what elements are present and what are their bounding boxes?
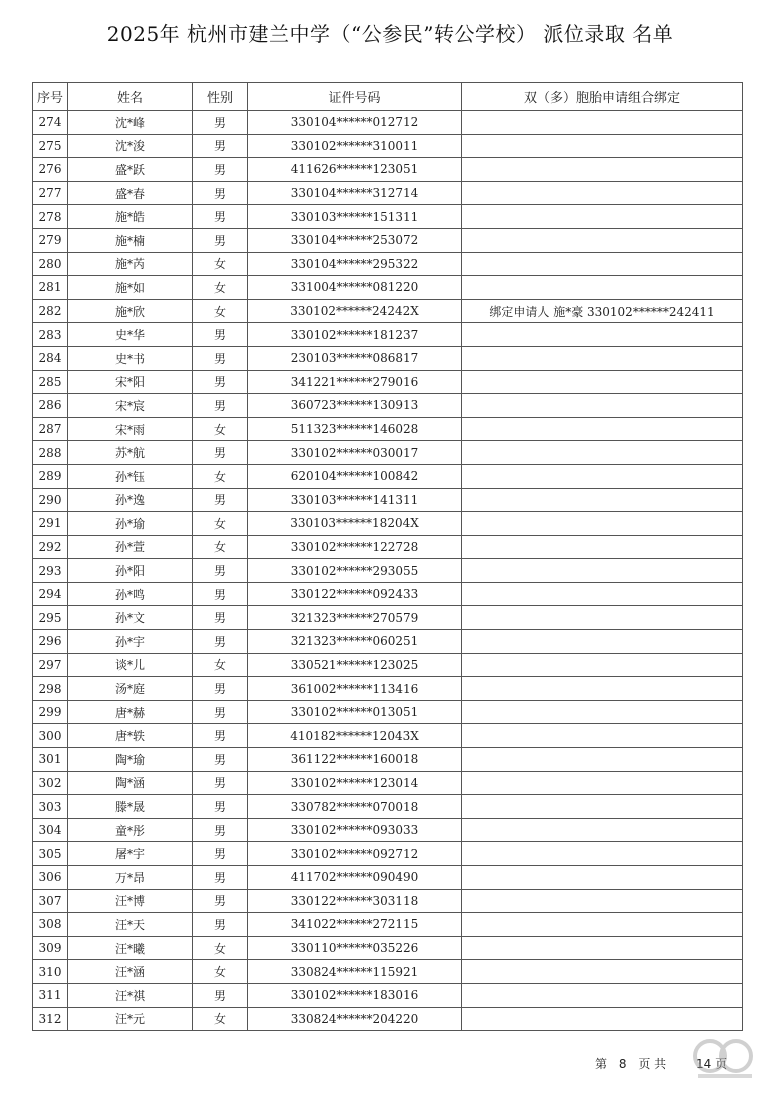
column-header-index: 序号 bbox=[33, 83, 68, 111]
cell-twin-binding bbox=[462, 535, 743, 559]
cell-twin-binding bbox=[462, 866, 743, 890]
cell-twin-binding bbox=[462, 818, 743, 842]
column-header-name: 姓名 bbox=[68, 83, 193, 111]
cell-id-number: 411626******123051 bbox=[248, 158, 462, 182]
footer-mid: 页 共 bbox=[638, 1057, 667, 1071]
cell-name: 唐*赫 bbox=[68, 700, 193, 724]
cell-twin-binding bbox=[462, 417, 743, 441]
cell-index: 288 bbox=[33, 441, 68, 465]
cell-gender: 男 bbox=[193, 889, 248, 913]
cell-id-number: 341221******279016 bbox=[248, 370, 462, 394]
cell-id-number: 330102******092712 bbox=[248, 842, 462, 866]
table-row bbox=[33, 535, 743, 559]
cell-gender: 男 bbox=[193, 582, 248, 606]
cell-gender: 女 bbox=[193, 299, 248, 323]
table-row bbox=[33, 983, 743, 1007]
cell-twin-binding bbox=[462, 795, 743, 819]
table-row bbox=[33, 134, 743, 158]
cell-id-number: 330103******141311 bbox=[248, 488, 462, 512]
table-row bbox=[33, 299, 743, 323]
cell-twin-binding bbox=[462, 394, 743, 418]
cell-name: 孙*瑜 bbox=[68, 512, 193, 536]
table-row bbox=[33, 630, 743, 654]
cell-twin-binding bbox=[462, 724, 743, 748]
cell-name: 沈*浚 bbox=[68, 134, 193, 158]
cell-id-number: 330102******183016 bbox=[248, 983, 462, 1007]
cell-index: 303 bbox=[33, 795, 68, 819]
table-row bbox=[33, 252, 743, 276]
table-body bbox=[33, 111, 743, 1031]
cell-name: 汪*涵 bbox=[68, 960, 193, 984]
cell-twin-binding bbox=[462, 677, 743, 701]
cell-id-number: 361122******160018 bbox=[248, 748, 462, 772]
cell-gender: 男 bbox=[193, 677, 248, 701]
cell-index: 285 bbox=[33, 370, 68, 394]
cell-id-number: 410182******12043X bbox=[248, 724, 462, 748]
cell-name: 汪*曦 bbox=[68, 936, 193, 960]
cell-twin-binding bbox=[462, 630, 743, 654]
cell-name: 宋*宸 bbox=[68, 394, 193, 418]
cell-twin-binding bbox=[462, 370, 743, 394]
table-row bbox=[33, 512, 743, 536]
cell-index: 304 bbox=[33, 818, 68, 842]
cell-gender: 男 bbox=[193, 606, 248, 630]
cell-id-number: 360723******130913 bbox=[248, 394, 462, 418]
cell-twin-binding bbox=[462, 346, 743, 370]
cell-gender: 女 bbox=[193, 512, 248, 536]
cell-id-number: 331004******081220 bbox=[248, 276, 462, 300]
cell-gender: 男 bbox=[193, 913, 248, 937]
cell-index: 310 bbox=[33, 960, 68, 984]
cell-id-number: 321323******060251 bbox=[248, 630, 462, 654]
cell-id-number: 330122******092433 bbox=[248, 582, 462, 606]
table-row bbox=[33, 276, 743, 300]
cell-index: 291 bbox=[33, 512, 68, 536]
cell-name: 童*彤 bbox=[68, 818, 193, 842]
cell-twin-binding bbox=[462, 1007, 743, 1031]
cell-name: 盛*跃 bbox=[68, 158, 193, 182]
cell-gender: 女 bbox=[193, 252, 248, 276]
cell-name: 孙*钰 bbox=[68, 464, 193, 488]
cell-id-number: 330824******115921 bbox=[248, 960, 462, 984]
cell-gender: 女 bbox=[193, 960, 248, 984]
cell-index: 289 bbox=[33, 464, 68, 488]
cell-gender: 女 bbox=[193, 936, 248, 960]
cell-name: 史*华 bbox=[68, 323, 193, 347]
cell-gender: 男 bbox=[193, 724, 248, 748]
cell-gender: 男 bbox=[193, 111, 248, 135]
table-row bbox=[33, 818, 743, 842]
cell-gender: 男 bbox=[193, 771, 248, 795]
cell-gender: 男 bbox=[193, 134, 248, 158]
cell-id-number: 330782******070018 bbox=[248, 795, 462, 819]
cell-gender: 男 bbox=[193, 394, 248, 418]
table-row bbox=[33, 559, 743, 583]
cell-id-number: 330102******24242X bbox=[248, 299, 462, 323]
table-row bbox=[33, 181, 743, 205]
cell-name: 盛*春 bbox=[68, 181, 193, 205]
cell-name: 苏*航 bbox=[68, 441, 193, 465]
cell-gender: 男 bbox=[193, 818, 248, 842]
cell-index: 280 bbox=[33, 252, 68, 276]
cell-name: 沈*峰 bbox=[68, 111, 193, 135]
cell-name: 施*如 bbox=[68, 276, 193, 300]
cell-index: 287 bbox=[33, 417, 68, 441]
cell-id-number: 330102******093033 bbox=[248, 818, 462, 842]
cell-gender: 男 bbox=[193, 983, 248, 1007]
cell-index: 300 bbox=[33, 724, 68, 748]
cell-gender: 男 bbox=[193, 323, 248, 347]
cell-gender: 男 bbox=[193, 842, 248, 866]
table-row bbox=[33, 677, 743, 701]
table-row bbox=[33, 488, 743, 512]
cell-gender: 男 bbox=[193, 795, 248, 819]
cell-name: 施*芮 bbox=[68, 252, 193, 276]
cell-twin-binding bbox=[462, 464, 743, 488]
table-row bbox=[33, 111, 743, 135]
cell-name: 施*楠 bbox=[68, 228, 193, 252]
cell-gender: 男 bbox=[193, 228, 248, 252]
table-row bbox=[33, 913, 743, 937]
cell-name: 唐*轶 bbox=[68, 724, 193, 748]
cell-gender: 男 bbox=[193, 346, 248, 370]
cell-twin-binding bbox=[462, 771, 743, 795]
cell-index: 295 bbox=[33, 606, 68, 630]
cell-index: 278 bbox=[33, 205, 68, 229]
cell-index: 282 bbox=[33, 299, 68, 323]
table-row bbox=[33, 158, 743, 182]
cell-id-number: 330102******030017 bbox=[248, 441, 462, 465]
column-header-id-number: 证件号码 bbox=[248, 83, 462, 111]
cell-index: 309 bbox=[33, 936, 68, 960]
cell-index: 298 bbox=[33, 677, 68, 701]
cell-twin-binding bbox=[462, 111, 743, 135]
cell-index: 308 bbox=[33, 913, 68, 937]
cell-twin-binding bbox=[462, 134, 743, 158]
cell-id-number: 330104******295322 bbox=[248, 252, 462, 276]
table-row bbox=[33, 771, 743, 795]
cell-index: 284 bbox=[33, 346, 68, 370]
cell-name: 孙*鸣 bbox=[68, 582, 193, 606]
page-title: 2025年 杭州市建兰中学（“公参民”转公学校） 派位录取 名单 bbox=[106, 22, 674, 46]
cell-id-number: 330103******151311 bbox=[248, 205, 462, 229]
footer-total-pages: 14 bbox=[695, 1057, 712, 1071]
cell-gender: 男 bbox=[193, 700, 248, 724]
table-row bbox=[33, 866, 743, 890]
cell-index: 292 bbox=[33, 535, 68, 559]
cell-index: 286 bbox=[33, 394, 68, 418]
cell-gender: 男 bbox=[193, 559, 248, 583]
cell-gender: 女 bbox=[193, 276, 248, 300]
cell-id-number: 341022******272115 bbox=[248, 913, 462, 937]
cell-gender: 男 bbox=[193, 158, 248, 182]
cell-index: 312 bbox=[33, 1007, 68, 1031]
cell-id-number: 361002******113416 bbox=[248, 677, 462, 701]
table-row bbox=[33, 936, 743, 960]
cell-gender: 女 bbox=[193, 653, 248, 677]
cell-name: 谈*儿 bbox=[68, 653, 193, 677]
cell-gender: 男 bbox=[193, 181, 248, 205]
table-row bbox=[33, 346, 743, 370]
cell-id-number: 330102******122728 bbox=[248, 535, 462, 559]
cell-twin-binding bbox=[462, 441, 743, 465]
cell-twin-binding bbox=[462, 913, 743, 937]
cell-name: 施*欣 bbox=[68, 299, 193, 323]
cell-twin-binding bbox=[462, 276, 743, 300]
cell-twin-binding bbox=[462, 228, 743, 252]
footer-prefix: 第 bbox=[595, 1057, 608, 1071]
cell-name: 孙*文 bbox=[68, 606, 193, 630]
cell-id-number: 620104******100842 bbox=[248, 464, 462, 488]
cell-name: 汪*祺 bbox=[68, 983, 193, 1007]
cell-twin-binding bbox=[462, 181, 743, 205]
cell-id-number: 330104******312714 bbox=[248, 181, 462, 205]
cell-index: 279 bbox=[33, 228, 68, 252]
cell-gender: 女 bbox=[193, 535, 248, 559]
table-row bbox=[33, 748, 743, 772]
cell-twin-binding bbox=[462, 488, 743, 512]
cell-index: 275 bbox=[33, 134, 68, 158]
cell-index: 281 bbox=[33, 276, 68, 300]
column-header-twin-binding: 双（多）胞胎申请组合绑定 bbox=[462, 83, 743, 111]
cell-index: 299 bbox=[33, 700, 68, 724]
site-logo-watermark-icon bbox=[690, 1036, 760, 1080]
cell-index: 294 bbox=[33, 582, 68, 606]
cell-gender: 女 bbox=[193, 1007, 248, 1031]
cell-twin-binding bbox=[462, 748, 743, 772]
cell-id-number: 330102******123014 bbox=[248, 771, 462, 795]
table-row bbox=[33, 205, 743, 229]
table-header-row bbox=[33, 83, 743, 111]
cell-id-number: 511323******146028 bbox=[248, 417, 462, 441]
cell-twin-binding bbox=[462, 842, 743, 866]
footer-suffix: 页 bbox=[715, 1057, 728, 1071]
table-row bbox=[33, 700, 743, 724]
cell-index: 274 bbox=[33, 111, 68, 135]
table-row bbox=[33, 441, 743, 465]
cell-gender: 男 bbox=[193, 488, 248, 512]
cell-name: 孙*萱 bbox=[68, 535, 193, 559]
cell-index: 296 bbox=[33, 630, 68, 654]
table-row bbox=[33, 323, 743, 347]
cell-twin-binding bbox=[462, 606, 743, 630]
cell-id-number: 330824******204220 bbox=[248, 1007, 462, 1031]
cell-gender: 女 bbox=[193, 464, 248, 488]
cell-index: 311 bbox=[33, 983, 68, 1007]
cell-twin-binding: 绑定申请人 施*豪 330102******242411 bbox=[462, 299, 743, 323]
cell-name: 孙*宇 bbox=[68, 630, 193, 654]
cell-id-number: 321323******270579 bbox=[248, 606, 462, 630]
cell-name: 万*昂 bbox=[68, 866, 193, 890]
table-row bbox=[33, 394, 743, 418]
cell-name: 孙*阳 bbox=[68, 559, 193, 583]
cell-twin-binding bbox=[462, 559, 743, 583]
cell-gender: 男 bbox=[193, 205, 248, 229]
cell-id-number: 411702******090490 bbox=[248, 866, 462, 890]
cell-gender: 男 bbox=[193, 866, 248, 890]
cell-id-number: 330103******18204X bbox=[248, 512, 462, 536]
cell-id-number: 330104******253072 bbox=[248, 228, 462, 252]
table-row bbox=[33, 653, 743, 677]
table-row bbox=[33, 606, 743, 630]
cell-twin-binding bbox=[462, 582, 743, 606]
cell-index: 306 bbox=[33, 866, 68, 890]
table-row bbox=[33, 724, 743, 748]
cell-name: 汤*庭 bbox=[68, 677, 193, 701]
cell-twin-binding bbox=[462, 889, 743, 913]
cell-gender: 男 bbox=[193, 748, 248, 772]
cell-index: 305 bbox=[33, 842, 68, 866]
cell-gender: 男 bbox=[193, 630, 248, 654]
admission-table bbox=[32, 82, 743, 1031]
cell-index: 290 bbox=[33, 488, 68, 512]
cell-twin-binding bbox=[462, 323, 743, 347]
cell-id-number: 330521******123025 bbox=[248, 653, 462, 677]
cell-twin-binding bbox=[462, 512, 743, 536]
table-row bbox=[33, 228, 743, 252]
table-row bbox=[33, 1007, 743, 1031]
cell-name: 施*皓 bbox=[68, 205, 193, 229]
cell-name: 屠*宇 bbox=[68, 842, 193, 866]
cell-twin-binding bbox=[462, 700, 743, 724]
cell-twin-binding bbox=[462, 983, 743, 1007]
cell-twin-binding bbox=[462, 936, 743, 960]
cell-index: 293 bbox=[33, 559, 68, 583]
cell-twin-binding bbox=[462, 158, 743, 182]
cell-name: 汪*博 bbox=[68, 889, 193, 913]
cell-twin-binding bbox=[462, 653, 743, 677]
cell-twin-binding bbox=[462, 960, 743, 984]
cell-index: 302 bbox=[33, 771, 68, 795]
cell-id-number: 330102******013051 bbox=[248, 700, 462, 724]
cell-index: 283 bbox=[33, 323, 68, 347]
cell-id-number: 330104******012712 bbox=[248, 111, 462, 135]
cell-name: 宋*雨 bbox=[68, 417, 193, 441]
cell-twin-binding bbox=[462, 205, 743, 229]
cell-name: 陶*瑜 bbox=[68, 748, 193, 772]
table-row bbox=[33, 417, 743, 441]
cell-index: 277 bbox=[33, 181, 68, 205]
cell-id-number: 330102******310011 bbox=[248, 134, 462, 158]
cell-index: 297 bbox=[33, 653, 68, 677]
cell-name: 汪*天 bbox=[68, 913, 193, 937]
cell-gender: 男 bbox=[193, 370, 248, 394]
cell-gender: 女 bbox=[193, 417, 248, 441]
table-row bbox=[33, 960, 743, 984]
cell-id-number: 330102******293055 bbox=[248, 559, 462, 583]
cell-id-number: 330122******303118 bbox=[248, 889, 462, 913]
cell-gender: 男 bbox=[193, 441, 248, 465]
table-row bbox=[33, 370, 743, 394]
cell-name: 滕*晟 bbox=[68, 795, 193, 819]
cell-name: 史*书 bbox=[68, 346, 193, 370]
cell-id-number: 230103******086817 bbox=[248, 346, 462, 370]
cell-name: 孙*逸 bbox=[68, 488, 193, 512]
cell-id-number: 330102******181237 bbox=[248, 323, 462, 347]
table-row bbox=[33, 795, 743, 819]
table-row bbox=[33, 582, 743, 606]
cell-id-number: 330110******035226 bbox=[248, 936, 462, 960]
cell-index: 307 bbox=[33, 889, 68, 913]
footer-page-number: 8 bbox=[618, 1057, 627, 1071]
column-header-gender: 性别 bbox=[193, 83, 248, 111]
table-row bbox=[33, 889, 743, 913]
cell-name: 汪*元 bbox=[68, 1007, 193, 1031]
cell-name: 宋*阳 bbox=[68, 370, 193, 394]
table-row bbox=[33, 842, 743, 866]
cell-index: 301 bbox=[33, 748, 68, 772]
cell-twin-binding bbox=[462, 252, 743, 276]
cell-name: 陶*涵 bbox=[68, 771, 193, 795]
cell-index: 276 bbox=[33, 158, 68, 182]
table-row bbox=[33, 464, 743, 488]
